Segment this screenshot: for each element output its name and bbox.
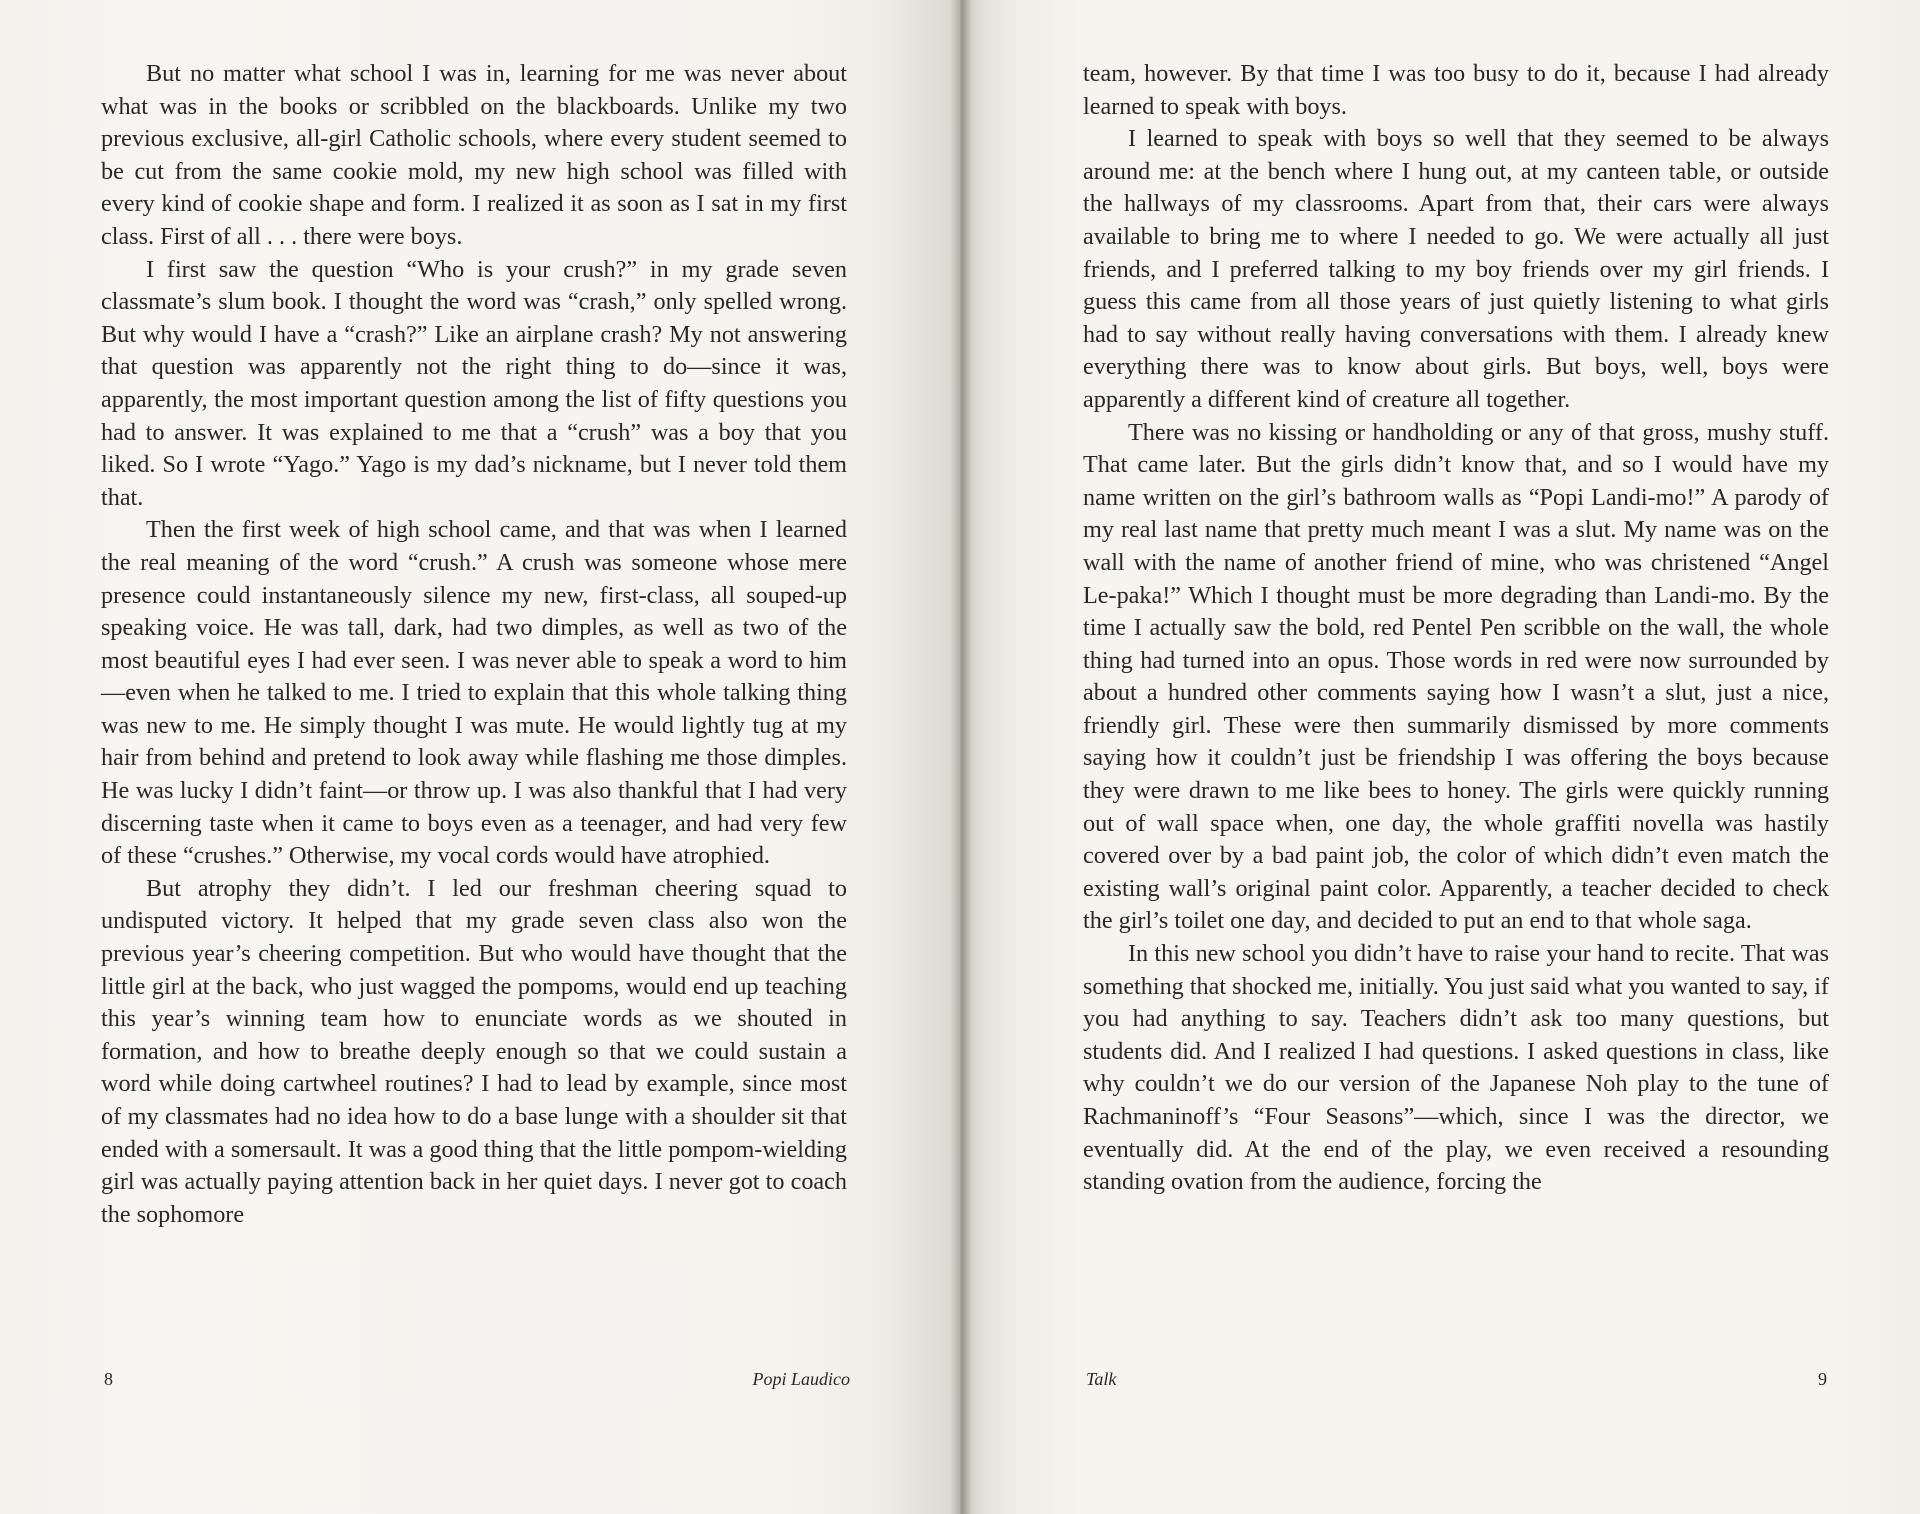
paragraph: I learned to speak with boys so well that they seemed to be always around me: at the bench where I hung out, at my canteen table, or outside the hallways of my classrooms. Apart from that, their cars were always available to bring me to where I needed to go. We were actually all just friends, and I preferred talking to my boy friends over my girl friends. I guess this came from all those years of just quietly listening to what girls had to say without really having conversations with them. I already knew everything there was to know about girls. But boys, well, boys were apparently a different kind of creature all together. xyxy=(1083,125,1829,413)
right-page xyxy=(960,0,1920,1514)
page-number: 9 xyxy=(1818,1369,1827,1389)
paragraph: There was no kissing or handholding or any of that gross, mushy stuff. That came later. But the girls didn’t know that, and so I would have my name written on the girl’s bathroom walls as “Popi Landi-mo!” A parody of my real last name that pretty much meant I was a slut. My name was on the wall with the name of another friend of mine, who was christened “Angel Le-paka!” Which I thought must be more degrading than Landi-mo. By the time I actually saw the bold, red Pentel Pen scribble on the wall, the whole thing had turned into an opus. Those words in red were now surrounded by about a hundred other comments saying how I wasn’t a slut, just a nice, friendly girl. These were then summarily dismissed by more comments saying how it couldn’t just be friendship I was offering the boys because they were drawn to me like bees to honey. The girls were quickly running out of wall space when, one day, the whole graffiti novella was hastily covered over by a bad paint job, the color of which didn’t even match the existing wall’s original paint color. Apparently, a teacher decided to check the girl’s toilet one day, and decided to put an end to that whole saga. xyxy=(1083,418,1829,935)
running-head-title: Talk xyxy=(1086,1369,1117,1389)
paragraph: But no matter what school I was in, learning for me was never about what was in the books or scribbled on the blackboards. Unlike my two previous exclusive, all-girl Catholic schools, where every student seemed to be cut from the same cookie mold, my new high school was filled with every kind of cookie shape and form. I realized it as soon as I sat in my first class. First of all . . . there were boys. xyxy=(101,60,847,250)
left-page-body xyxy=(101,58,847,1231)
paragraph: I first saw the question “Who is your crush?” in my grade seven classmate’s slum book. I thought the word was “crash,” only spelled wrong. But why would I have a “crash?” Like an airplane crash? My not answering that question was apparently not the right thing to do—since it was, apparently, the most important question among the list of fifty questions you had to answer. It was explained to me that a “crush” was a boy that you liked. So I wrote “Yago.” Yago is my dad’s nickname, but I never told them that. xyxy=(101,255,847,511)
paragraph: In this new school you didn’t have to raise your hand to recite. That was something that shocked me, initially. You just said what you wanted to say, if you had anything to say. Teachers didn’t ask too many questions, but students did. And I realized I had questions. I asked questions in class, like why couldn’t we do our version of the Japanese Noh play to the tune of Rachmaninoff’s “Four Seasons”—which, since I was the director, we eventually did. At the end of the play, we even received a resounding standing ovation from the audience, forcing the xyxy=(1083,940,1829,1196)
book-gutter xyxy=(950,0,972,1514)
paragraph: But atrophy they didn’t. I led our freshman cheering squad to undisputed victory. It helped that my grade seven class also won the previous year’s cheering competition. But who would have thought that the little girl at the back, who just wagged the pompoms, would end up teaching this year’s winning team how to enunciate words as we shouted in formation, and how to breathe deeply enough so that we could sustain a word while doing cartwheel routines? I had to lead by example, since most of my classmates had no idea how to do a base lunge with a shoulder sit that ended with a somersault. It was a good thing that the little pompom-wielding girl was actually paying attention back in her quiet days. I never got to coach the sophomore xyxy=(101,874,847,1228)
paragraph-continuation: team, however. By that time I was too busy to do it, because I had already learned to speak with boys. xyxy=(1083,60,1829,120)
page-number: 8 xyxy=(104,1369,113,1389)
running-head-author: Popi Laudico xyxy=(752,1369,850,1389)
right-page-body xyxy=(1083,58,1829,1199)
paragraph: Then the first week of high school came, and that was when I learned the real meaning of the word “crush.” A crush was someone whose mere presence could instantaneously silence my new, first-class, all souped-up speaking voice. He was tall, dark, had two dimples, as well as two of the most beautiful eyes I had ever seen. I was never able to speak a word to him—even when he talked to me. I tried to explain that this whole talking thing was new to me. He simply thought I was mute. He would lightly tug at my hair from behind and pretend to look away while flashing me those dimples. He was lucky I didn’t faint—or throw up. I was also thankful that I had very discerning taste when it came to boys even as a teenager, and had very few of these “crushes.” Otherwise, my vocal cords would have atrophied. xyxy=(101,516,847,870)
